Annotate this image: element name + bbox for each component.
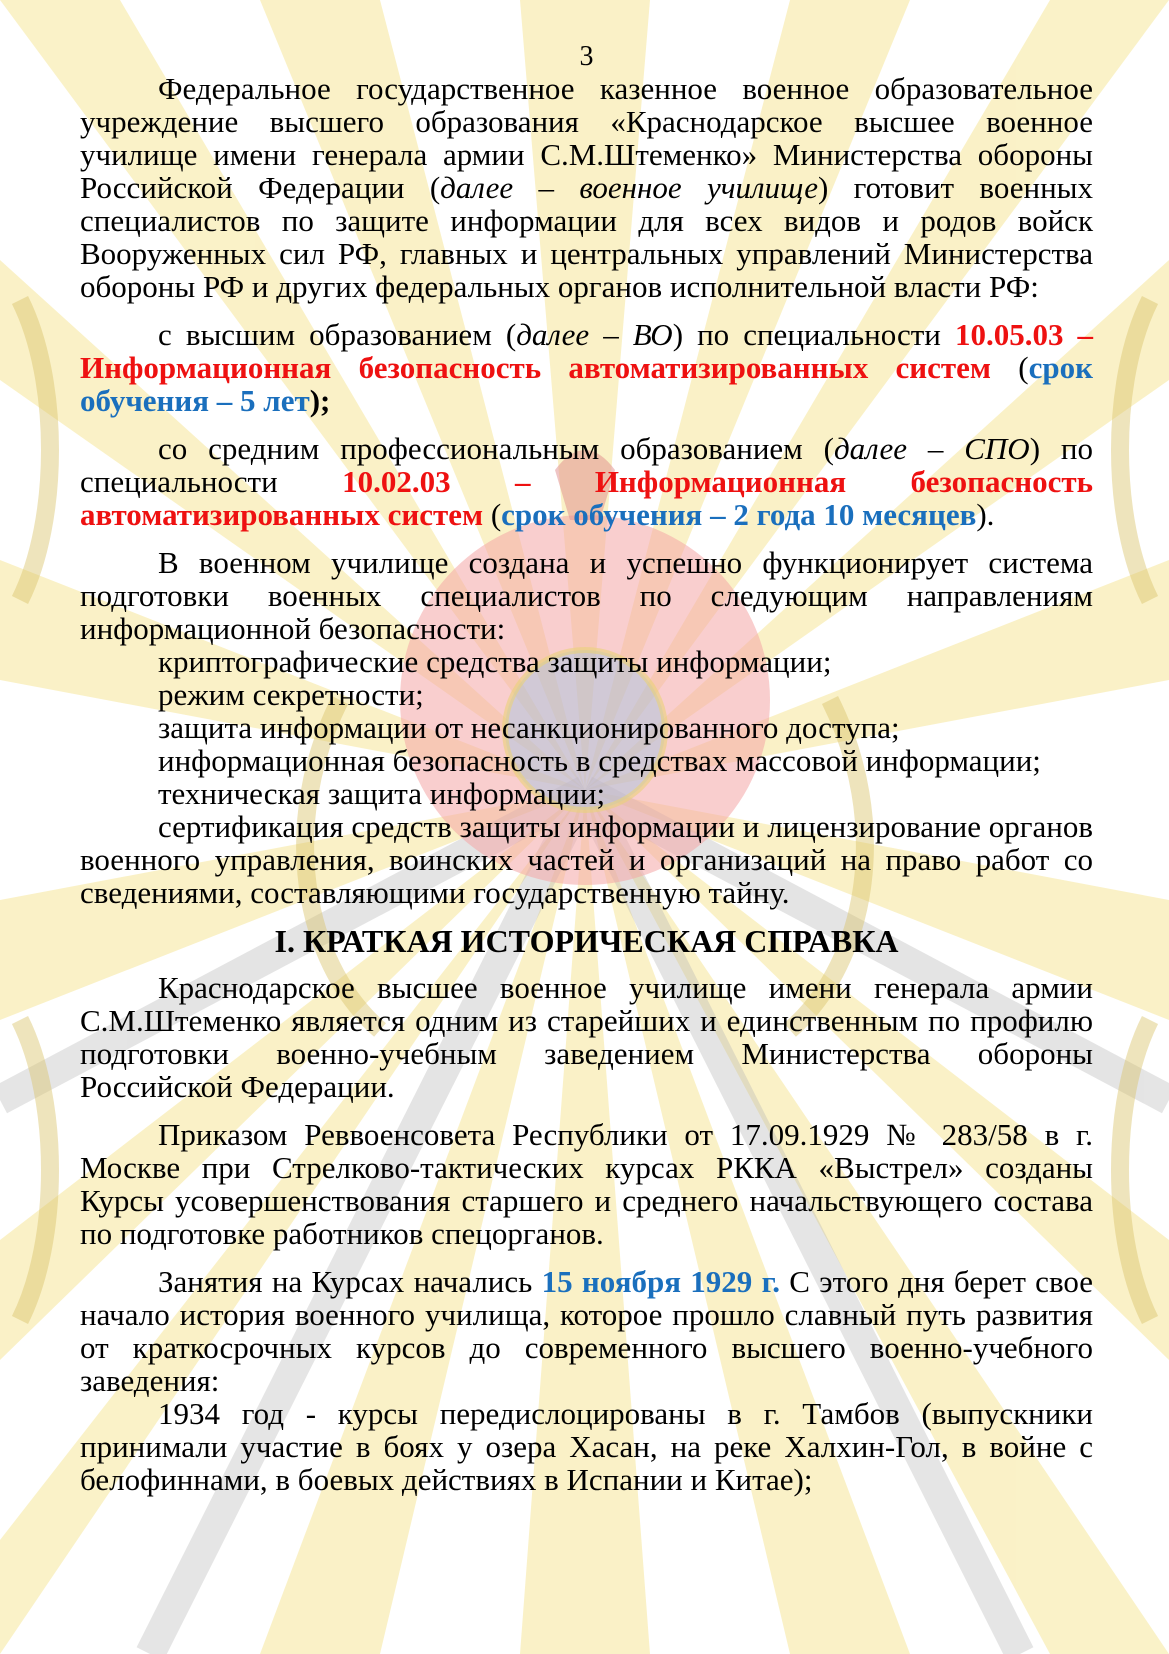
spo-text-d: ).	[976, 497, 995, 532]
spo-text-a: со средним профессиональным образованием (	[158, 431, 834, 466]
history-paragraph-3	[80, 1265, 1093, 1397]
history-paragraph-1: Краснодарское высшее военное училище имени генерала армии С.М.Штеменко является одним из старейших и единственным по профилю подготовки военно-учебным заведением Министерства обороны Российской Федерации.	[80, 970, 1093, 1104]
vo-study-term: срок обучения – 5 лет	[80, 350, 1093, 418]
vo-text-c: (	[991, 350, 1029, 385]
spo-study-term: срок обучения – 2 года 10 месяцев	[501, 497, 977, 532]
vo-text-a: с высшим образованием (	[158, 317, 517, 352]
spo-italic-note: далее – СПО	[834, 431, 1030, 466]
vo-text-b: ) по специальности	[672, 317, 955, 352]
direction-item: режим секретности;	[158, 677, 424, 712]
training-system-paragraph: В военном училище создана и успешно функционирует система подготовки военных специалистов по следующим направлениям информационной безопасности:	[80, 545, 1093, 646]
direction-item: защита информации от несанкционированного доступа;	[158, 710, 900, 745]
document-page	[80, 0, 1093, 1496]
intro-paragraph	[80, 72, 1093, 303]
page-number: 3	[579, 41, 594, 72]
spo-text-c: (	[483, 497, 502, 532]
spo-text-b: ) по специальности	[80, 431, 1093, 499]
vo-specialty: 10.05.03 – Информационная безопасность автоматизированных систем	[80, 317, 1094, 385]
intro-italic-note: далее – военное училище	[440, 170, 818, 205]
direction-item: информационная безопасность в средствах массовой информации;	[158, 743, 1041, 778]
history-paragraph-2: Приказом Реввоенсовета Республики от 17.09.1929 № 283/58 в г. Москве при Стрелково-тактических курсах РККА «Выстрел» созданы Курсы усовершенствования старшего и среднего начальствующего состава по подготовке работников спецорганов.	[80, 1117, 1093, 1251]
direction-item-certification: сертификация средств защиты информации и лицензирование органов военного управления, воинских частей и организаций на право работ со сведениями, составляющими государственную тайну.	[80, 809, 1093, 910]
history-paragraph-4: 1934 год - курсы передислоцированы в г. Тамбов (выпускники принимали участие в боях у озера Хасан, на реке Халхин-Гол, в войне с белофиннами, в боевых действиях в Испании и Китае);	[80, 1396, 1093, 1497]
vo-text-d: );	[309, 383, 331, 418]
vo-italic-note: далее – ВО	[516, 317, 673, 352]
history-text-b: С этого дня берет свое начало история военного училища, которое прошло славный путь развития от краткосрочных курсов до современного высшего военно-учебного заведения:	[80, 1264, 1094, 1398]
direction-item: криптографические средства защиты информации;	[158, 644, 832, 679]
history-text-a: Занятия на Курсах начались	[158, 1264, 542, 1299]
section-heading: I. КРАТКАЯ ИСТОРИЧЕСКАЯ СПРАВКА	[274, 923, 899, 959]
higher-education-paragraph	[80, 318, 1093, 417]
secondary-education-paragraph	[80, 432, 1093, 531]
spo-specialty: 10.02.03 – Информационная безопасность автоматизированных систем	[80, 464, 1093, 532]
founding-date: 15 ноября 1929 г.	[541, 1264, 780, 1299]
direction-item: техническая защита информации;	[158, 776, 606, 811]
intro-text-a: Федеральное государственное казенное военное образовательное учреждение высшего образования «Краснодарское высшее военное училище имени генерала армии С.М.Штеменко» Министерства обороны Российской Федерации (	[80, 71, 1093, 205]
intro-text-b: ) готовит военных специалистов по защите информации для всех видов и родов войск Вооруженных сил РФ, главных и центральных управлений Министерства обороны РФ и других федеральных органов исполнительной власти РФ:	[80, 170, 1093, 304]
